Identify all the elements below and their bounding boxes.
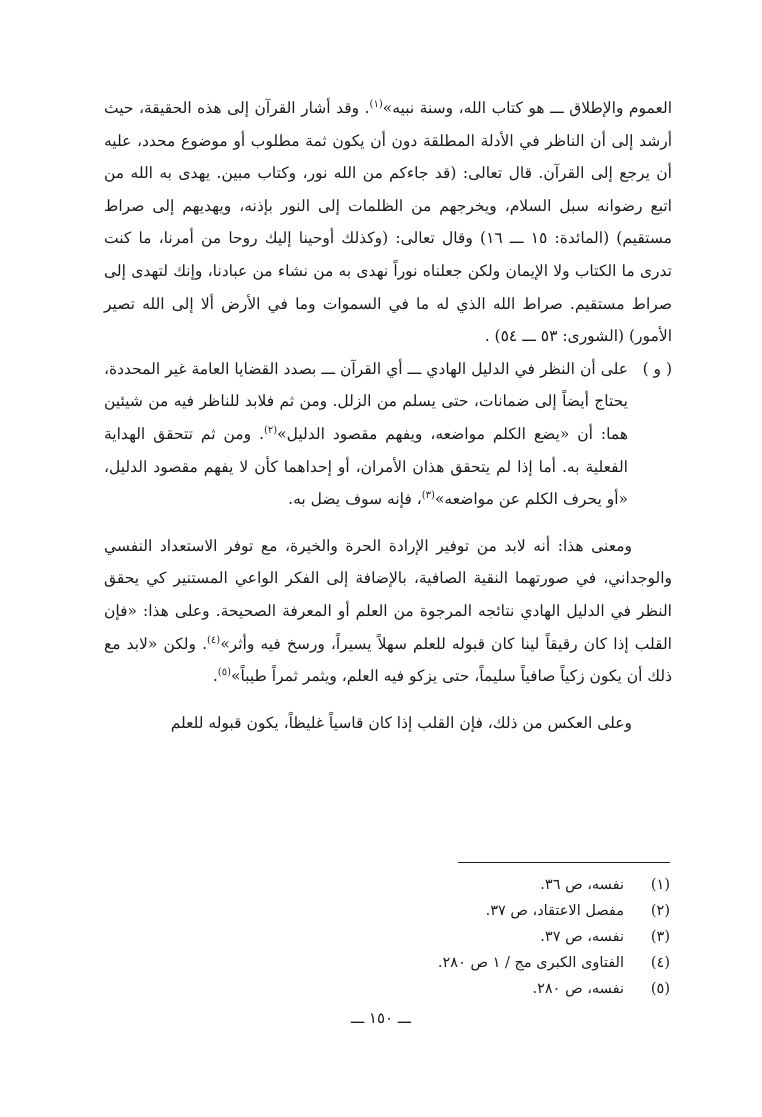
footnote-ref-1: (١) [369,98,383,110]
footnote: (٣) نفسه، ص ٣٧. [540,929,670,945]
footnote: (٢) مفصل الاعتقاد، ص ٣٧. [485,903,670,919]
footnotes [300,872,670,1002]
paragraph-2: ( و ) على أن النظر في الدليل الهادي ـــ أي القرآن ـــ بصدد القضايا العامة غير المحددة، يحتاج أيضاً إلى ضمانات، حتى يسلم من الزلل. ومن ثم فلابد للناظر فيه من شيئين هما: أن «يضع الكلم مواضعه، ويفهم مقصود الدليل»$^{(٢)}$. ومن ثم تتحقق الهداية الفعلية به. أما إذا لم يتحقق هذان الأمران، أو إحداهما كأن لا يفهم مقصود الدليل، «أو يحرف الكلم عن مواضعه»$^{(٣)}$، فإنه سوف يضل به. [104,353,672,516]
footnote: (٤) الفتاوى الكبرى مج / ١ ص ٢٨٠. [437,955,670,971]
paragraph-1: العموم والإطلاق ـــ هو كتاب الله، وسنة نبيه»$^{(١)}$. وقد أشار القرآن إلى هذه الحقيقة، حيث أرشد إلى أن الناظر في الأدلة المطلقة دون أن يكون ثمة مطلوب أو موضوع محدد، عليه أن يرجع إلى القرآن. قال تعالى: (قد جاءكم من الله نور، وكتاب مبين. يهدى به الله من اتبع رضوانه سبل السلام، ويخرجهم من الظلمات إلى النور بإذنه، ويهديهم إلى صراط مستقيم) (المائدة: ١٥ ـــ ١٦) وقال تعالى: (وكذلك أوحينا إليك روحا من أمرنا، ما كنت تدرى ما الكتاب ولا الإيمان ولكن جعلناه نوراً نهدى به من نشاء من عبادنا، وإنك لتهدى إلى صراط مستقيم. صراط الله الذي له ما في السموات وما في الأرض ألا إلى الله تصير الأمور) (الشورى: ٥٣ ـــ ٥٤) . [104,98,672,346]
footnote-ref-3: (٣) [421,489,435,501]
main-text [104,92,672,739]
footnote-ref-2: (٢) [263,424,278,436]
footnote-ref-5: (٥) [217,666,231,678]
footnote-ref-4: (٤) [207,634,221,646]
footnote: (١) نفسه، ص ٣٦. [540,877,670,893]
page-number: ـــ ١٥٠ ـــ [350,1009,412,1027]
footnote: (٥) نفسه، ص ٢٨٠. [532,981,670,997]
paragraph-4: وعلى العكس من ذلك، فإن القلب إذا كان قاسياً غليظاً، يكون قبوله للعلم [170,713,632,732]
paragraph-3: ومعنى هذا: أنه لابد من توفير الإرادة الحرة والخيرة، مع توفر الاستعداد النفسي والوجداني، في صورتهما النقية الصافية، بالإضافة إلى الفكر الواعي المستنير كي يحقق النظر في الدليل الهادي نتائجه المرجوة من العلم أو المعرفة الصحيحة. وعلى هذا: «فإن القلب إذا كان رقيقاً لينا كان قبوله للعلم سهلاً يسيراً، ورسخ فيه وأثر»$^{(٤)}$. ولكن «لابد مع ذلك أن يكون زكياً صافياً سليماً، حتى يزكو فيه العلم، ويثمر ثمراً طيباً»$^{(٥)}$. [104,536,672,686]
item-marker: ( و ) [642,359,672,378]
footnote-divider [458,862,670,863]
